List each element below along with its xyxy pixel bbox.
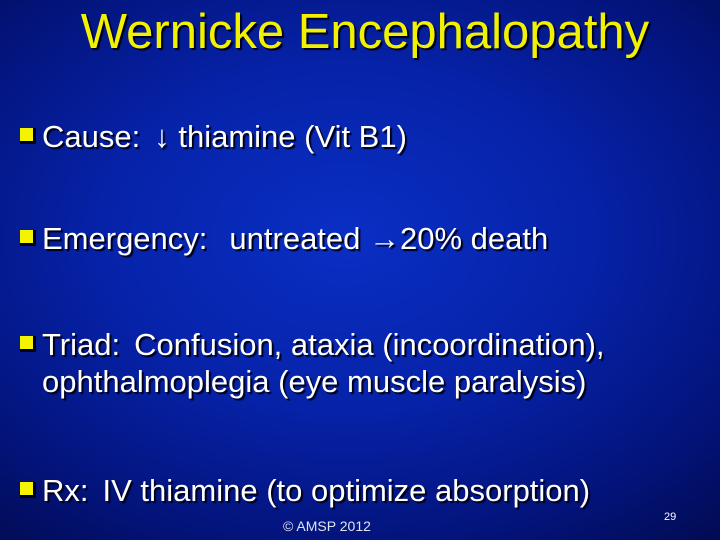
bullet-label: Triad: bbox=[42, 327, 121, 362]
bullet-text: IV thiamine (to optimize absorption) bbox=[102, 473, 591, 508]
bullet-text-continued: ophthalmoplegia (eye muscle paralysis) bbox=[42, 364, 587, 399]
bullet-marker-icon bbox=[20, 336, 36, 352]
bullet-text: untreated →20% death bbox=[229, 221, 549, 256]
slide-title: Wernicke Encephalopathy bbox=[80, 5, 650, 59]
bullet-label: Rx: bbox=[42, 473, 89, 508]
bullet-marker-icon bbox=[20, 482, 36, 498]
bullet-text: Confusion, ataxia (incoordination), bbox=[134, 327, 605, 362]
bullet-label: Emergency: bbox=[42, 221, 208, 256]
bullet-text: ↓ thiamine (Vit B1) bbox=[154, 119, 407, 154]
page-number: 29 bbox=[664, 511, 677, 523]
bullet-marker-icon bbox=[20, 128, 36, 144]
copyright-footer: © AMSP 2012 bbox=[283, 518, 371, 534]
bullet-label: Cause: bbox=[42, 119, 141, 154]
bullet-marker-icon bbox=[20, 230, 36, 246]
